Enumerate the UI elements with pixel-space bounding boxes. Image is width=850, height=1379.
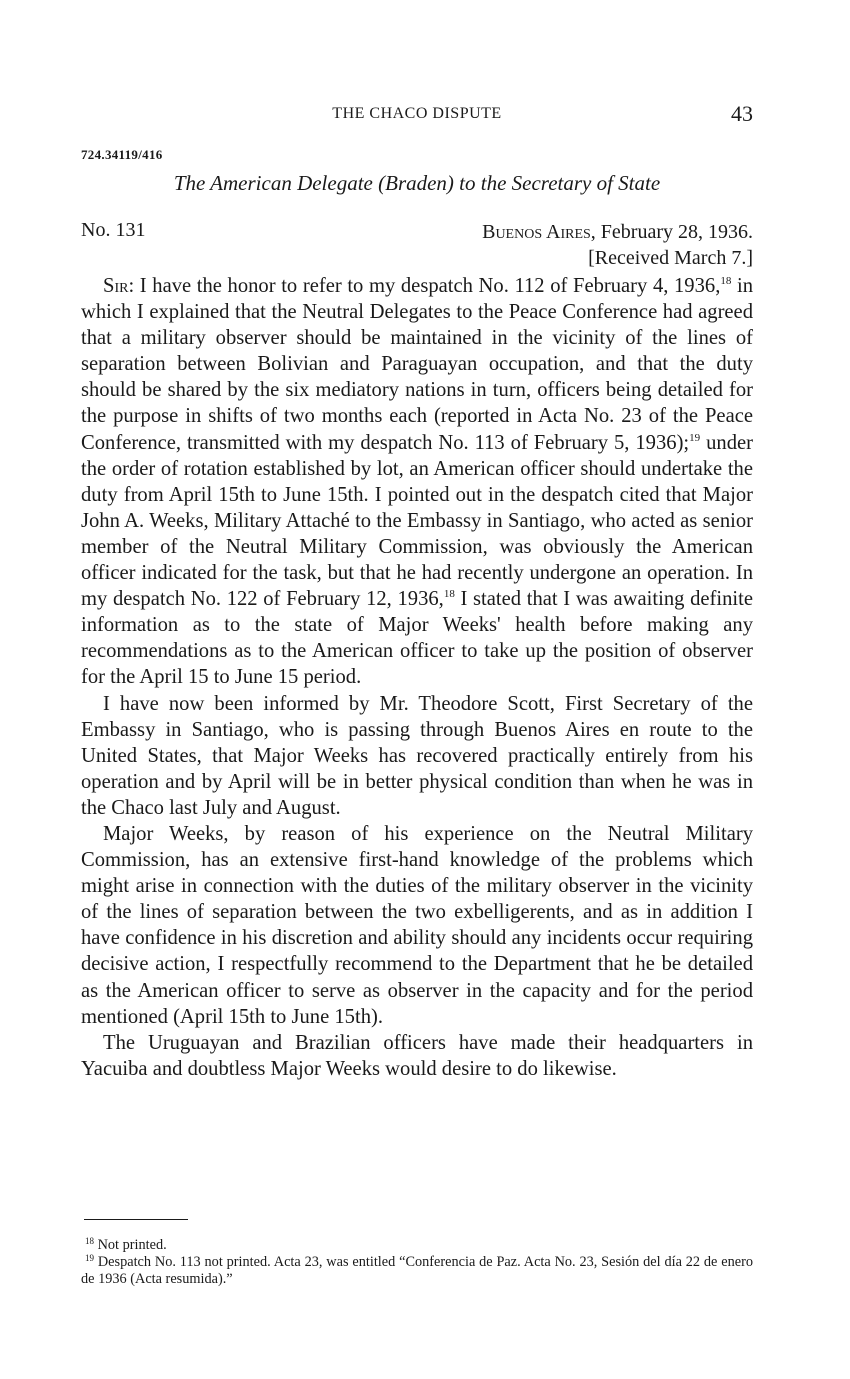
running-title: THE CHACO DISPUTE <box>332 105 502 122</box>
dateline-city: Buenos Aires <box>482 221 591 243</box>
footnote-ref: 18 <box>720 275 732 287</box>
footnote-18 <box>81 1237 753 1254</box>
page-number: 43 <box>731 101 753 126</box>
footnote-mark: 19 <box>85 1253 94 1263</box>
paragraph-3: Major Weeks, by reason of his experience on the Neutral Military Commission, has an extensive first-hand knowledge of the problems which might arise in connection with the duties of the military observer in the vicinity of the lines of separation between the two exbelligerents, and as in addition I have confidence in his discretion and ability should any incidents occur requiring decisive action, I respectfully recommend to the Department that he be detailed as the American officer to serve as observer in the capacity and for the period mentioned (April 15th to June 15th). <box>81 822 753 1028</box>
salutation: Sir <box>103 275 129 297</box>
dateline-place-date <box>482 219 753 245</box>
letter-body <box>81 273 753 1082</box>
footnote-19 <box>81 1254 753 1288</box>
dateline-date: , February 28, 1936. <box>590 221 753 243</box>
footnotes <box>81 1237 753 1288</box>
file-number: 724.34119/416 <box>81 147 163 162</box>
footnote-text: Despatch No. 113 not printed. Acta 23, was entitled “Conferencia de Paz. Acta No. 23, Sesión del día 22 de enero de 1936 (Acta resumida).” <box>81 1254 753 1287</box>
footnote-ref: 18 <box>443 588 455 601</box>
paragraph-1-text-c: under the order of rotation established by lot, an American officer should undertake the duty from April 15th to June 15th. I pointed out in the despatch cited that Major John A. Weeks, Military Attaché to the Embassy in Santiago, who acted as senior member of the Neutral Military Commission, was obviously the American officer indicated for the task, but that he had recently undergone an operation. In my despatch No. 122 of February 12, 1936, <box>81 431 753 611</box>
dateline <box>482 219 753 271</box>
paragraph-1-text-d: I stated that I was awaiting definite information as to the state of Major Weeks' health before making any recommendations as to the American officer to take up the position of observer for the April 15 to June 15 period. <box>81 588 753 689</box>
document-heading: The American Delegate (Braden) to the Secretary of State <box>173 171 661 195</box>
paragraph-1-text-b: in which I explained that the Neutral Delegates to the Peace Conference had agreed that a military observer should be maintained in the vicinity of the lines of separation between Bolivian and Paraguayan occupation, and that the duty should be shared by the six mediatory nations in turn, officers being detailed for the purpose in shifts of two months each (reported in Acta No. 23 of the Peace Conference, transmitted with my despatch No. 113 of February 5, 1936); <box>81 275 753 454</box>
footnote-divider <box>84 1219 188 1220</box>
paragraph-1 <box>81 273 753 691</box>
footnote-ref: 19 <box>689 431 701 444</box>
footnote-mark: 18 <box>85 1236 94 1246</box>
received-date: [Received March 7.] <box>588 247 753 269</box>
paragraph-4: The Uruguayan and Brazilian officers have made their headquarters in Yacuiba and doubtless Major Weeks would desire to do likewise. <box>81 1031 753 1080</box>
footnote-text: Not printed. <box>94 1237 167 1253</box>
paragraph-1-text-a: : I have the honor to refer to my despatch No. 112 of February 4, 1936, <box>128 275 721 297</box>
running-head <box>81 101 753 127</box>
paragraph-2: I have now been informed by Mr. Theodore Scott, First Secretary of the Embassy in Santiago, who is passing through Buenos Aires en route to the United States, that Major Weeks has recovered practically entirely from his operation and by April will be in better physical condition than when he was in the Chaco last July and August. <box>81 692 753 819</box>
dispatch-number: No. 131 <box>81 219 146 241</box>
